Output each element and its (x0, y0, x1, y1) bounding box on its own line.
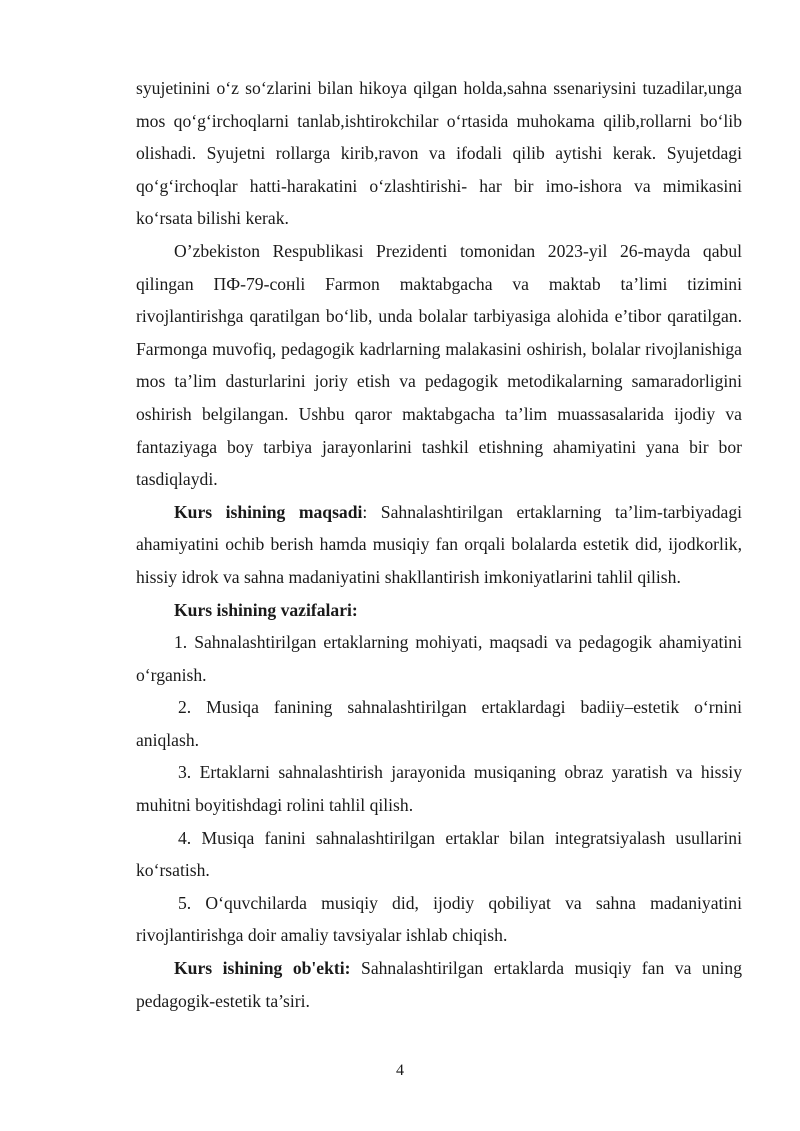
paragraph-presidential-decree: O’zbekiston Respublikasi Prezidenti tomonidan 2023-yil 26-mayda qabul qilingan ПФ-79-сонli Farmon maktabgacha va maktab ta’limi tizimini rivojlantirishga qaratilgan bo‘lib, unda bolalar tarbiyasiga alohida e’tibor qaratilgan. Farmonga muvofiq, pedagogik kadrlarning malakasini oshirish, bolalar rivojlanishiga mos ta’lim dasturlarini joriy etish va pedagogik metodikalarning samaradorligini oshirish belgilangan. Ushbu qaror maktabgacha ta’lim muassasalarida ijodiy va fantaziyaga boy tarbiya jarayonlarini tashkil etishning ahamiyatini yana bir bor tasdiqlaydi. (136, 240, 742, 490)
page-body (136, 72, 742, 1017)
course-object-label: Kurs ishining ob'ekti: (174, 958, 351, 979)
paragraph-course-goal (136, 496, 742, 594)
page-number: 4 (396, 1062, 404, 1079)
task-item-2: 2. Musiqa fanining sahnalashtirilgan ertaklardagi badiiy–estetik o‘rnini aniqlash. (136, 697, 742, 750)
course-goal-label: Kurs ishining maqsadi (174, 501, 363, 522)
paragraph-continuation: syujetinini o‘z so‘zlarini bilan hikoya qilgan holda,sahna ssenariysini tuzadilar,unga mos qo‘g‘irchoqlarni tanlab,ishtirokchilar o‘rtasida muhokama qilib,rollarni bo‘lib olishadi. Syujetni rollarga kirib,ravon va ifodali qilib aytishi kerak. Syujetdagi qo‘g‘irchoqlar hatti-harakatini o‘zlashtirishi- har bir imo-ishora va mimikasini ko‘rsata bilishi kerak. (136, 78, 742, 229)
task-item-3: 3. Ertaklarni sahnalashtirish jarayonida musiqaning obraz yaratish va hissiy muhitni boyitishdagi rolini tahlil qilish. (136, 762, 742, 816)
course-goal-text: : Sahnalashtirilgan ertaklarning ta’lim-tarbiyadagi ahamiyatini ochib berish hamda musiqiy fan orqali bolalarda estetik did, ijodkorlik, hissiy idrok va sahna madaniyatini shakllantirish imkoniyatlarini tahlil qilish. (136, 501, 743, 587)
task-item-5: 5. O‘quvchilarda musiqiy did, ijodiy qobiliyat va sahna madaniyatini rivojlantirishga doir amaliy tavsiyalar ishlab chiqish. (136, 892, 742, 946)
task-item-1: 1. Sahnalashtirilgan ertaklarning mohiyati, maqsadi va pedagogik ahamiyatini o‘rganish. (136, 632, 742, 685)
course-object-text: Sahnalashtirilgan ertaklarda musiqiy fan va uning pedagogik-estetik ta’siri. (136, 958, 742, 1011)
tasks-heading: Kurs ishining vazifalari: (174, 599, 358, 620)
task-item-4: 4. Musiqa fanini sahnalashtirilgan ertaklar bilan integratsiyalash usullarini ko‘rsatish. (136, 827, 742, 881)
paragraph-course-object (136, 952, 742, 1017)
